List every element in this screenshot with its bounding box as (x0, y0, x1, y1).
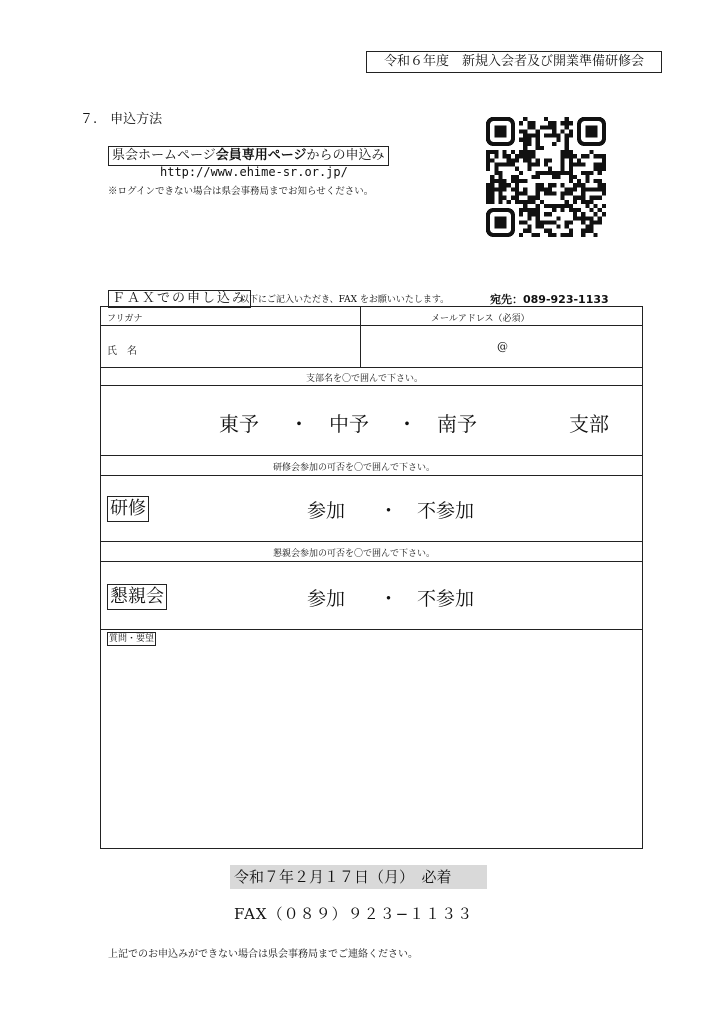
social-label: 懇親会 (107, 584, 167, 610)
website-url[interactable]: http://www.ehime-sr.or.jp/ (160, 165, 348, 179)
homepage-label-suffix: からの申込み (306, 148, 385, 163)
homepage-label-prefix: 県会ホームページ (112, 148, 216, 163)
social-instruction: 懇親会参加の可否を〇で囲んで下さい。 (273, 549, 436, 559)
email-label: メールアドレス（必須） (431, 314, 530, 324)
training-attend-option[interactable]: 参加 (307, 500, 346, 522)
training-label: 研修 (107, 496, 149, 522)
name-field[interactable] (107, 327, 357, 365)
training-not-attend-option[interactable]: 不参加 (417, 500, 475, 522)
branch-separator: ・ (397, 412, 417, 436)
email-at-sign: @ (497, 340, 508, 353)
fax-application-label: ＦＡＸでの申し込み (108, 290, 251, 308)
deadline-text: 令和７年２月１７日（月） 必着 (230, 865, 487, 889)
email-field[interactable] (363, 327, 639, 365)
fax-description: 以下にご記入いただき、FAX をお願いいたします。 (240, 295, 450, 305)
name-label: 氏 名 (107, 346, 137, 357)
training-separator: ・ (379, 500, 399, 522)
branch-option-south[interactable]: 南予 (437, 412, 477, 436)
fax-number: FAX（０８９）９２３−１１３３ (234, 905, 474, 923)
social-separator: ・ (379, 588, 399, 610)
login-note: ※ログインできない場合は県会事務局までお知らせください。 (108, 186, 374, 197)
branch-instruction: 支部名を〇で囲んで下さい。 (306, 374, 424, 384)
social-not-attend-option[interactable]: 不参加 (417, 588, 475, 610)
footer-note: 上記でのお申込みができない場合は県会事務局までご連絡ください。 (108, 949, 418, 960)
homepage-application-label (108, 146, 389, 166)
questions-field[interactable] (107, 647, 637, 842)
furigana-label: フリガナ (107, 314, 143, 324)
social-attend-option[interactable]: 参加 (307, 588, 346, 610)
fax-destination: 宛先：089-923-1133 (490, 293, 609, 306)
branch-suffix: 支部 (569, 412, 609, 436)
branch-option-middle[interactable]: 中予 (329, 412, 369, 436)
members-page-label: 会員専用ページ (215, 148, 307, 163)
section-title: ７. 申込方法 (80, 112, 163, 127)
questions-label: 質問・要望 (109, 634, 155, 644)
qr-code-icon[interactable] (486, 117, 606, 237)
document-header-title: 令和６年度 新規入会者及び開業準備研修会 (366, 51, 662, 73)
training-instruction: 研修会参加の可否を〇で囲んで下さい。 (273, 463, 436, 473)
branch-option-east[interactable]: 東予 (219, 412, 259, 436)
branch-separator: ・ (289, 412, 309, 436)
application-form (100, 306, 643, 849)
